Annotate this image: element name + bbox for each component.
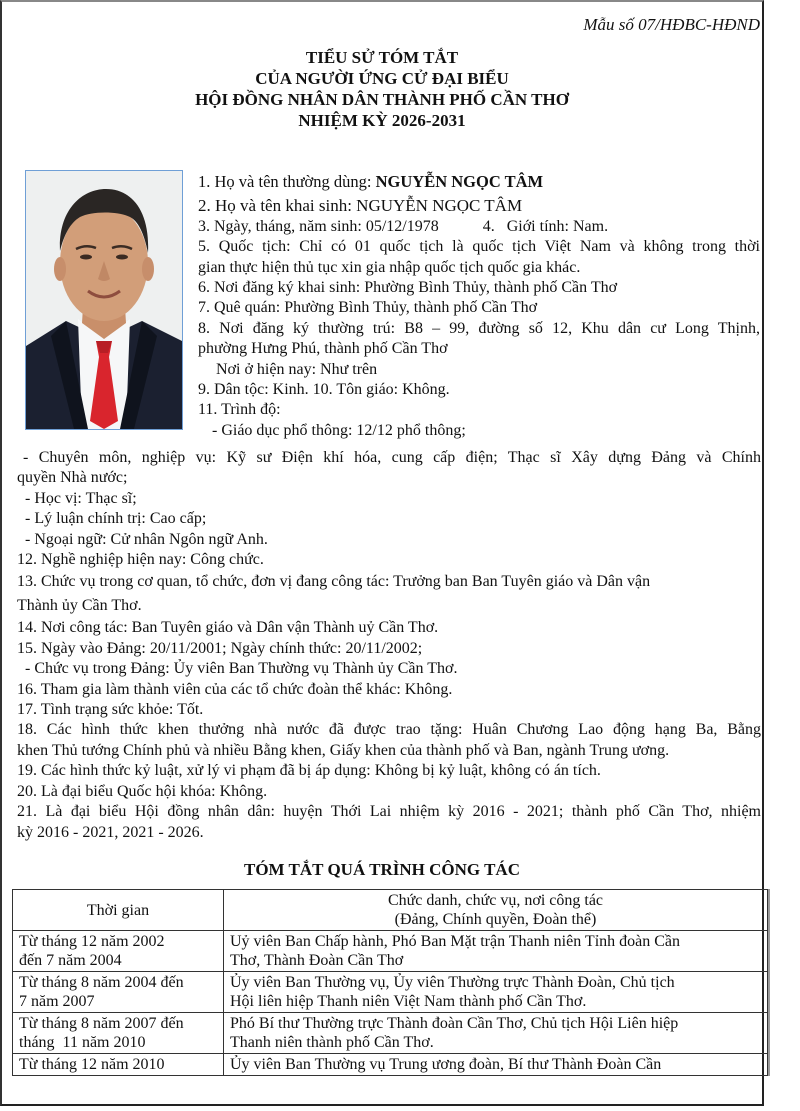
row-role-line: Thanh niên thành phố Cần Thơ. bbox=[230, 1034, 434, 1051]
row-time bbox=[13, 931, 224, 972]
bio-item-9-10: 9. Dân tộc: Kinh. 10. Tôn giáo: Không. bbox=[198, 381, 450, 399]
row-role-line: Ủy viên Ban Thường vụ Trung ương đoàn, Bí thư Thành Đoàn Cần bbox=[230, 1056, 662, 1073]
bio-item-13-line2: Thành ủy Cần Thơ. bbox=[17, 597, 142, 615]
bio-item-13-line1: 13. Chức vụ trong cơ quan, tổ chức, đơn vị đang công tác: Trưởng ban Ban Tuyên giáo và Dân vận bbox=[17, 573, 651, 591]
candidate-photo bbox=[25, 170, 183, 430]
career-section-title: TÓM TẮT QUÁ TRÌNH CÔNG TÁC bbox=[244, 860, 520, 879]
title-line: CỦA NGƯỜI ỨNG CỬ ĐẠI BIỂU bbox=[255, 69, 509, 88]
document-title bbox=[0, 47, 764, 131]
row-time-line: đến 7 năm 2004 bbox=[19, 952, 122, 969]
table-row bbox=[13, 931, 768, 972]
bio-item-11-specialty-line2: quyền Nhà nước; bbox=[17, 469, 128, 487]
bio-item-11: 11. Trình độ: bbox=[198, 401, 281, 419]
career-table-header bbox=[13, 890, 768, 931]
row-role bbox=[224, 1013, 768, 1054]
row-time-line: Từ tháng 12 năm 2010 bbox=[19, 1056, 165, 1073]
bio-item-8-line1: 8. Nơi đăng ký thường trú: B8 – 99, đường số 12, Khu dân cư Long Thịnh, bbox=[198, 319, 760, 337]
bio-item-5-line1: 5. Quốc tịch: Chỉ có 01 quốc tịch là quốc tịch Việt Nam và không trong thời bbox=[198, 238, 760, 256]
bio-item-14: 14. Nơi công tác: Ban Tuyên giáo và Dân vận Thành uỷ Cần Thơ. bbox=[17, 619, 439, 637]
table-row bbox=[13, 1013, 768, 1054]
row-time bbox=[13, 1013, 224, 1054]
bio-item-17: 17. Tình trạng sức khỏe: Tốt. bbox=[17, 701, 204, 719]
row-time-line: Từ tháng 8 năm 2007 đến bbox=[19, 1015, 184, 1032]
career-table bbox=[12, 889, 768, 1076]
bio-item-11-language: - Ngoại ngữ: Cử nhân Ngôn ngữ Anh. bbox=[25, 530, 268, 548]
bio-item-15-party-role: - Chức vụ trong Đảng: Ủy viên Ban Thường vụ Thành ủy Cần Thơ. bbox=[25, 660, 458, 678]
header-role-line1: Chức danh, chức vụ, nơi công tác bbox=[387, 892, 604, 909]
bio-full-column bbox=[17, 448, 761, 843]
bio-item-11-general: - Giáo dục phổ thông: 12/12 phổ thông; bbox=[212, 421, 466, 439]
row-role-line: Uỷ viên Ban Chấp hành, Phó Ban Mặt trận Thanh niên Tỉnh đoàn Cần bbox=[230, 933, 681, 950]
title-line: TIỂU SỬ TÓM TẮT bbox=[305, 48, 459, 67]
bio-item-11-politics: - Lý luận chính trị: Cao cấp; bbox=[25, 510, 207, 528]
bio-item-1-label: 1. Họ và tên thường dùng: bbox=[198, 172, 376, 191]
bio-item-18-line1: 18. Các hình thức khen thưởng nhà nước đã được trao tặng: Huân Chương Lao động hạng Ba, Bằng bbox=[17, 721, 761, 739]
bio-item-19: 19. Các hình thức kỷ luật, xử lý vi phạm đã bị áp dụng: Không bị kỷ luật, không có án tích. bbox=[17, 762, 601, 780]
bio-item-18-line2: khen Thủ tướng Chính phủ và nhiều Bằng khen, Giấy khen của thành phố và Ban, ngành Trung ương. bbox=[17, 741, 670, 759]
bio-item-7: 7. Quê quán: Phường Bình Thủy, thành phố Cần Thơ bbox=[198, 299, 538, 317]
bio-item-21-line2: kỳ 2016 - 2021, 2021 - 2026. bbox=[17, 823, 204, 841]
row-time-line: 7 năm 2007 bbox=[19, 993, 95, 1010]
row-role bbox=[224, 931, 768, 972]
row-time-line: Từ tháng 12 năm 2002 bbox=[19, 933, 165, 950]
bio-item-3: 3. Ngày, tháng, năm sinh: 05/12/1978 bbox=[198, 217, 439, 235]
bio-item-2: 2. Họ và tên khai sinh: NGUYỄN NGỌC TÂM bbox=[198, 196, 523, 216]
bio-item-16: 16. Tham gia làm thành viên của các tổ chức đoàn thể khác: Không. bbox=[17, 680, 453, 698]
candidate-name: NGUYỄN NGỌC TÂM bbox=[375, 172, 544, 191]
bio-item-1 bbox=[198, 172, 760, 192]
row-role-line: Thơ, Thành Đoàn Cần Thơ bbox=[230, 952, 404, 969]
title-line: HỘI ĐỒNG NHÂN DÂN THÀNH PHỐ CẦN THƠ bbox=[195, 90, 569, 109]
bio-item-4: 4. Giới tính: Nam. bbox=[482, 217, 609, 235]
header-time: Thời gian bbox=[13, 890, 224, 931]
row-role bbox=[224, 1054, 768, 1076]
bio-item-20: 20. Là đại biểu Quốc hội khóa: Không. bbox=[17, 782, 268, 800]
row-time-line: Từ tháng 8 năm 2004 đến bbox=[19, 974, 184, 991]
row-time bbox=[13, 1054, 224, 1076]
bio-item-8-current: Nơi ở hiện nay: Như trên bbox=[216, 360, 378, 378]
row-role-line: Hội liên hiệp Thanh niên Việt Nam thành phố Cần Thơ. bbox=[230, 993, 587, 1010]
row-time bbox=[13, 972, 224, 1013]
title-line: NHIỆM KỲ 2026-2031 bbox=[298, 111, 466, 130]
form-number: Mẫu số 07/HĐBC-HĐND bbox=[583, 15, 760, 34]
bio-item-8-line2: phường Hưng Phú, thành phố Cần Thơ bbox=[198, 340, 448, 358]
bio-item-6: 6. Nơi đăng ký khai sinh: Phường Bình Thủy, thành phố Cần Thơ bbox=[198, 279, 618, 297]
row-role bbox=[224, 972, 768, 1013]
bio-item-5-line2: gian thực hiện thủ tục xin gia nhập quốc tịch quốc gia khác. bbox=[198, 258, 581, 276]
bio-right-column bbox=[198, 172, 760, 441]
table-row bbox=[13, 972, 768, 1013]
bio-item-21-line1: 21. Là đại biểu Hội đồng nhân dân: huyện Thới Lai nhiệm kỳ 2016 - 2021; thành phố Cần Thơ, nhiệm bbox=[17, 803, 761, 821]
row-role-line: Phó Bí thư Thường trực Thành đoàn Cần Thơ, Chủ tịch Hội Liên hiệp bbox=[230, 1015, 679, 1032]
header-role bbox=[224, 890, 768, 931]
row-role-line: Ủy viên Ban Thường vụ, Ủy viên Thường trực Thành Đoàn, Chủ tịch bbox=[230, 974, 675, 991]
row-time-line: tháng 11 năm 2010 bbox=[19, 1034, 146, 1051]
portrait-icon bbox=[26, 171, 182, 429]
bio-item-12: 12. Nghề nghiệp hiện nay: Công chức. bbox=[17, 551, 264, 569]
bio-item-3-4 bbox=[198, 217, 760, 237]
header-role-line2: (Đảng, Chính quyền, Đoàn thể) bbox=[394, 911, 597, 928]
table-row bbox=[13, 1054, 768, 1076]
bio-item-11-specialty-line1: - Chuyên môn, nghiệp vụ: Kỹ sư Điện khí hóa, cung cấp điện; Thạc sĩ Xây dựng Đảng và Chính bbox=[23, 449, 761, 466]
bio-item-15: 15. Ngày vào Đảng: 20/11/2001; Ngày chính thức: 20/11/2002; bbox=[17, 639, 423, 657]
bio-item-11-degree: - Học vị: Thạc sĩ; bbox=[25, 489, 137, 507]
